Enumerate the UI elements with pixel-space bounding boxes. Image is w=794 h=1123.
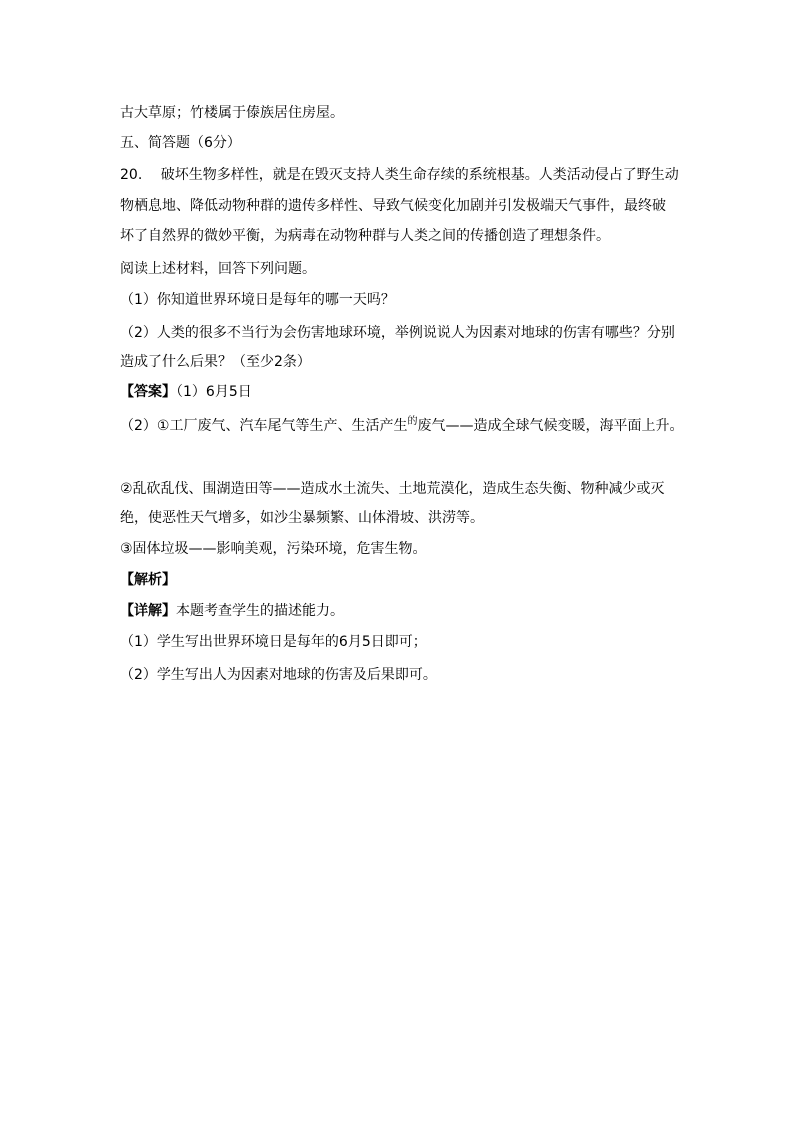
answer-line — [120, 382, 700, 402]
answer-line: 绝，使恶性天气增多，如沙尘暴频繁、山体滑坡、洪涝等。 — [120, 510, 484, 526]
detail-line — [120, 601, 700, 621]
answer-line: ②乱砍乱伐、围湖造田等——造成水土流失、土地荒漠化，造成生态失衡、物种减少或灭 — [120, 481, 665, 497]
detail-line: （2）学生写出人为因素对地球的伤害及后果即可。 — [120, 667, 437, 683]
question-text: 坏了自然界的微妙平衡，为病毒在动物种群与人类之间的传播创造了理想条件。 — [120, 228, 610, 244]
detail-text: 本题考查学生的描述能力。 — [176, 603, 344, 619]
answer-1: （1）6月5日 — [176, 384, 252, 400]
answer-2-after: 废气——造成全球气候变暖，海平面上升。 — [417, 418, 684, 434]
detail-line: （1）学生写出世界环境日是每年的6月5日即可； — [120, 634, 427, 650]
sub-question: （2）人类的很多不当行为会伤害地球环境，举例说说人为因素对地球的伤害有哪些？分别 — [120, 325, 675, 341]
instruction-text: 阅读上述材料，回答下列问题。 — [120, 261, 316, 277]
answer-2-before: （2）①工厂废气、汽车尾气等生产、生活产生 — [120, 418, 408, 434]
analysis-label: 【解析】 — [120, 572, 176, 588]
sub-question: 造成了什么后果？（至少2条） — [120, 354, 311, 370]
question-text: 物栖息地、降低动物种群的遗传多样性、导致气候变化加剧并引发极端天气事件，最终破 — [120, 198, 666, 214]
detail-label: 【详解】 — [120, 603, 176, 619]
answer-label: 【答案】 — [120, 384, 176, 400]
question-text: 20. 破坏生物多样性，就是在毁灭支持人类生命存续的系统根基。人类活动侵占了野生动 — [120, 167, 679, 183]
answer-2-superscript: 的 — [407, 416, 418, 427]
section-heading: 五、简答题（6分） — [120, 135, 241, 151]
answer-line: ③固体垃圾——影响美观，污染环境，危害生物。 — [120, 541, 427, 557]
text-line: 古大草原；竹楼属于傣族居住房屋。 — [120, 105, 344, 121]
sub-question: （1）你知道世界环境日是每年的哪一天吗？ — [120, 292, 395, 308]
answer-2-line — [120, 416, 700, 438]
